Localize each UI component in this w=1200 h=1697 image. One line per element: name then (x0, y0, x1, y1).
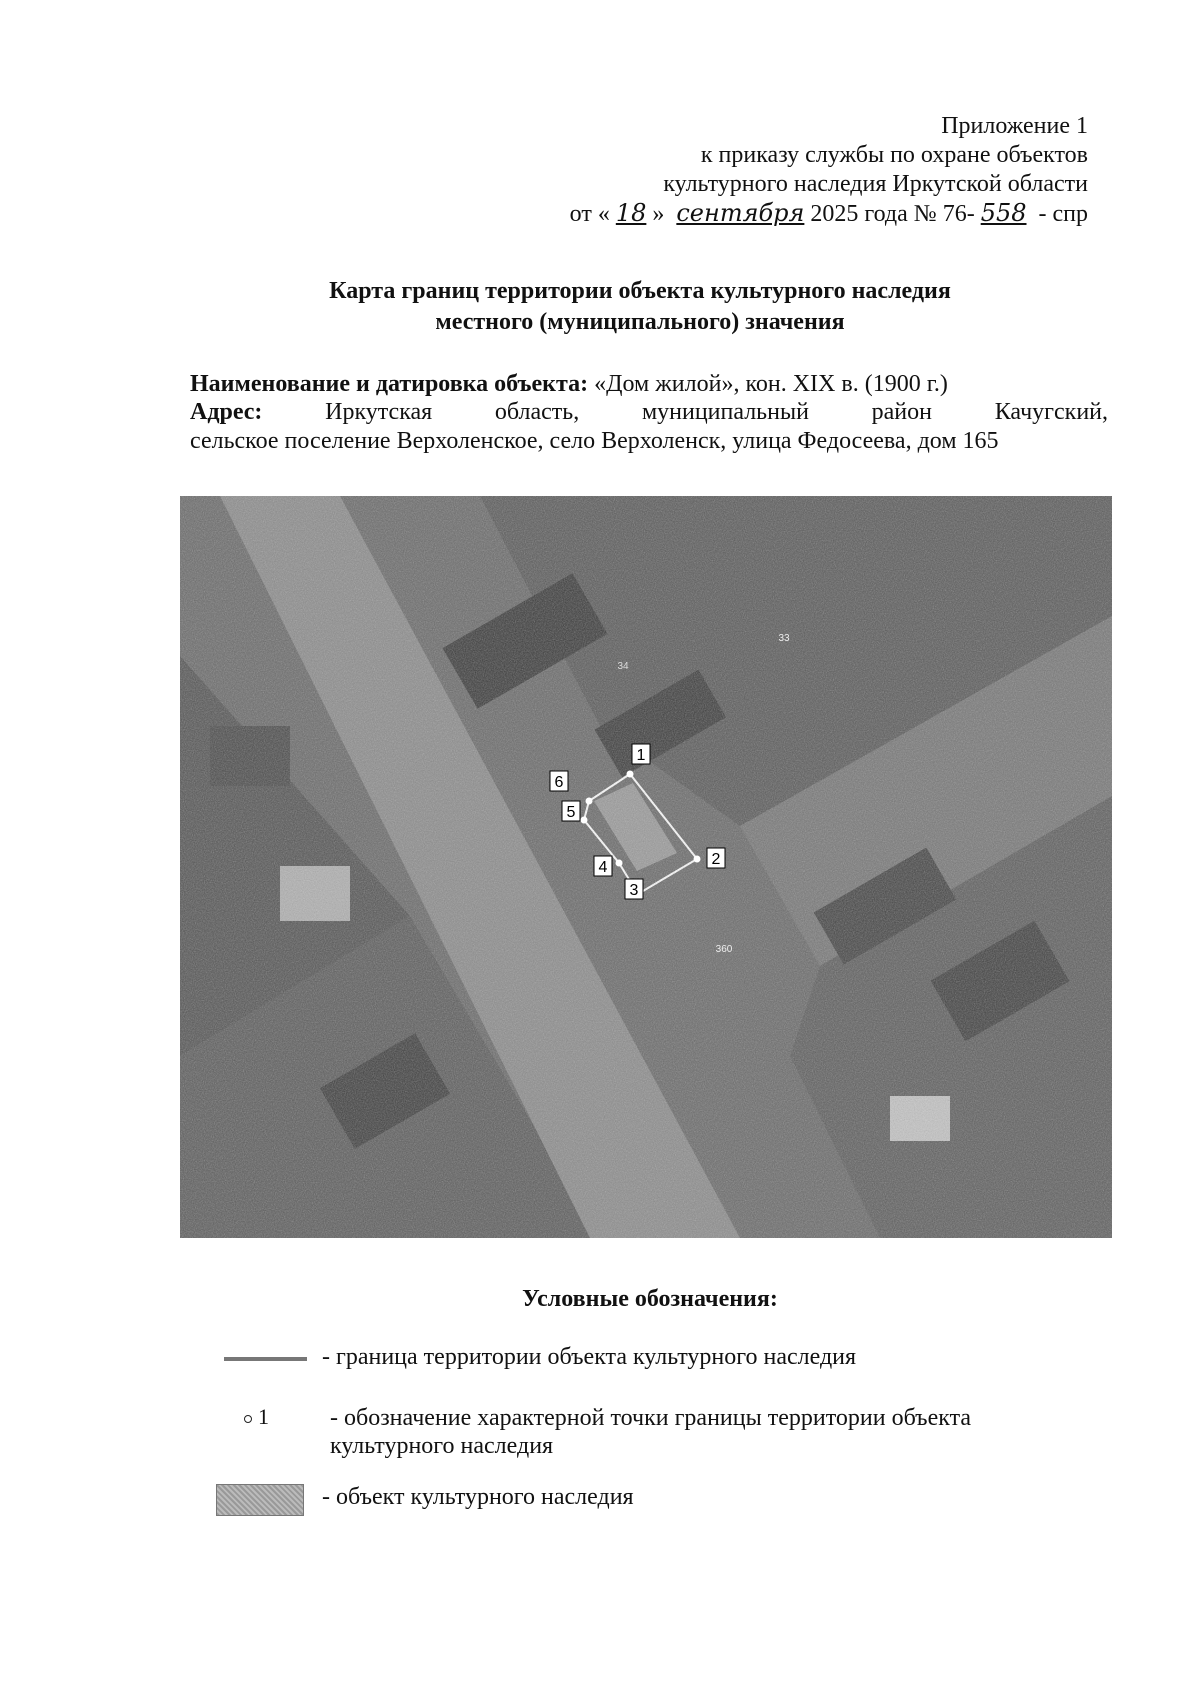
satellite-map (180, 496, 1112, 1238)
address-word: область, (494, 399, 580, 425)
legend-boundary-text: - граница территории объекта культурного наследия (322, 1344, 857, 1370)
svg-text:2: 2 (711, 851, 721, 868)
parcel-label: 33 (778, 633, 790, 644)
order-suffix: - спр (1038, 201, 1088, 227)
boundary-point-1 (627, 771, 634, 778)
legend-point-text (330, 1404, 1100, 1460)
date-month: сентября (676, 199, 805, 227)
point-label-4 (594, 856, 612, 876)
document-title (230, 276, 1050, 338)
point-label-5 (562, 801, 580, 821)
address-word: Иркутская (325, 399, 433, 425)
date-day: 18 (615, 199, 647, 227)
object-name-label: Наименование и датировка объекта: (190, 371, 589, 397)
boundary-point-4 (616, 860, 623, 867)
address-line-2: сельское поселение Верхоленское, село Верхоленск, улица Федосеева, дом 165 (190, 428, 999, 454)
point-label-3 (625, 879, 643, 899)
svg-text:5: 5 (566, 804, 576, 821)
appendix-date-line (570, 199, 1088, 229)
boundary-point-5 (581, 817, 588, 824)
appendix-line-1: Приложение 1 (941, 113, 1088, 139)
address-word: район (871, 399, 932, 425)
legend-object-swatch (216, 1484, 304, 1516)
address-word: Качугский, (994, 399, 1108, 425)
svg-text:6: 6 (554, 774, 564, 791)
date-year: 2025 года № 76- (810, 201, 975, 227)
object-name-value: «Дом жилой», кон. XIX в. (1900 г.) (594, 371, 948, 397)
date-mid: » (652, 201, 665, 227)
point-label-1 (632, 744, 650, 764)
address-label: Адрес: (190, 399, 263, 425)
point-label-2 (707, 848, 725, 868)
legend-point-sample (244, 1404, 269, 1430)
legend-point-line-1: - обозначение характерной точки границы территории объекта (330, 1405, 972, 1431)
point-label-6 (550, 771, 568, 791)
boundary-point-6 (586, 798, 593, 805)
object-name (190, 370, 1108, 398)
svg-text:3: 3 (629, 882, 639, 899)
date-prefix: от « (569, 201, 610, 227)
appendix-line-3: культурного наследия Иркутской области (663, 171, 1088, 197)
boundary-point-2 (694, 856, 701, 863)
appendix-line-2: к приказу службы по охране объектов (700, 142, 1088, 168)
legend-object-text: - объект культурного наследия (322, 1484, 634, 1510)
map-canvas (180, 496, 1112, 1238)
parcel-label: 360 (715, 944, 733, 955)
legend-point-line-2: культурного наследия (330, 1433, 554, 1459)
title-line-1: Карта границ территории объекта культурного наследия (329, 278, 951, 304)
order-number: 558 (980, 199, 1027, 227)
appendix-header (570, 112, 1088, 229)
legend-boundary-swatch (224, 1357, 307, 1361)
svg-text:1: 1 (636, 747, 646, 764)
title-line-2: местного (муниципального) значения (435, 309, 845, 335)
address-line-1 (190, 398, 1108, 427)
address-word: муниципальный (641, 399, 809, 425)
object-address (190, 398, 1108, 456)
parcel-label: 34 (617, 661, 629, 672)
legend-title: Условные обозначения: (522, 1286, 778, 1312)
svg-text:4: 4 (598, 859, 608, 876)
point-marker-icon (244, 1415, 252, 1423)
legend-point-number: 1 (258, 1404, 269, 1429)
